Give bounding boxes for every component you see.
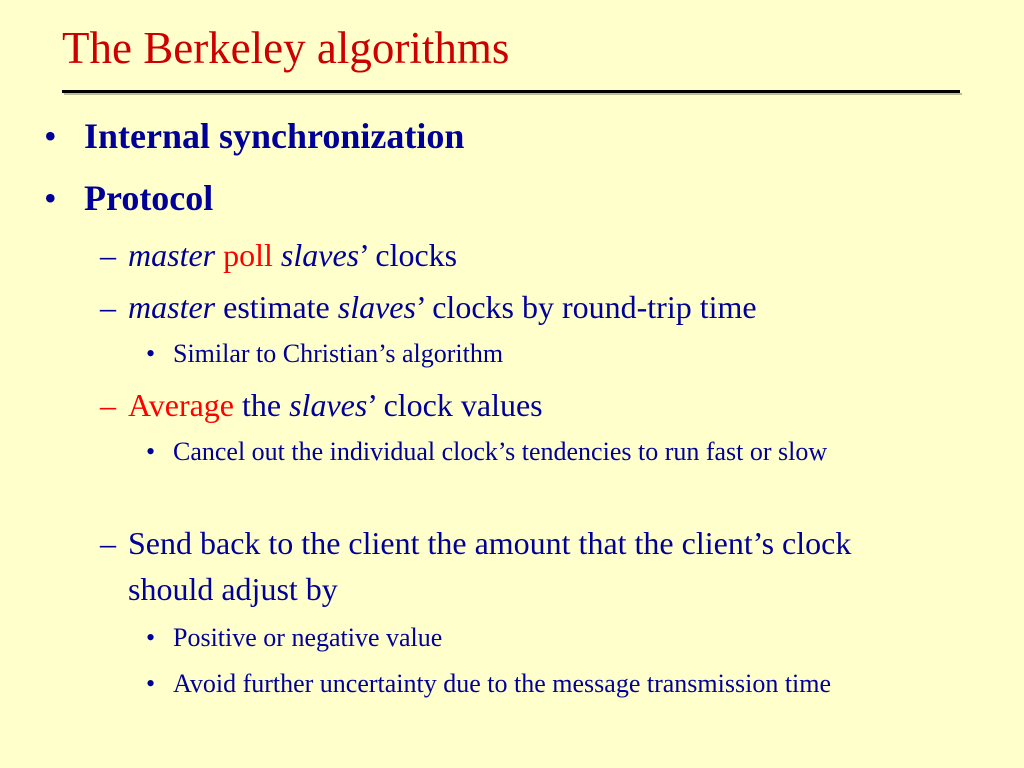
protocol-item-poll (100, 232, 980, 278)
term-slaves: slaves (337, 289, 416, 325)
bullet-text: Internal synchronization (84, 116, 465, 156)
protocol-item-text: Send back to the client the amount that the client’s clock should adjust by (128, 525, 852, 607)
sub-item-cancel-out (146, 432, 976, 472)
protocol-item-text (128, 232, 980, 278)
dash-icon: – (100, 237, 116, 273)
dash-icon: – (100, 387, 116, 423)
sub-item-text: Cancel out the individual clock’s tendencies to run fast or slow (173, 437, 828, 466)
text-round-trip: ’ clocks by round-trip time (415, 289, 757, 325)
protocol-item-estimate (100, 284, 980, 330)
term-master: master (128, 289, 216, 325)
protocol-item-average (100, 382, 980, 428)
bullet-icon: • (44, 116, 57, 156)
bullet-icon: • (146, 437, 156, 466)
slide-title: The Berkeley algorithms (62, 23, 510, 73)
term-master: master (128, 237, 216, 273)
term-slaves: slaves (280, 237, 360, 273)
dash-icon: – (100, 525, 116, 561)
sub-item-text: Avoid further uncertainty due to the message transmission time (173, 669, 832, 698)
sub-item-avoid-uncertainty (146, 664, 976, 704)
bullet-text: Protocol (84, 178, 214, 218)
sub-item-text: Positive or negative value (173, 623, 443, 652)
term-poll: poll (223, 237, 273, 273)
sub-item-text: Similar to Christian’s algorithm (173, 339, 504, 368)
dash-icon: – (100, 289, 116, 325)
text-estimate: estimate (215, 289, 338, 325)
text-clock-values: ’ clock values (367, 387, 543, 423)
protocol-item-text (128, 284, 980, 330)
text-the: the (234, 387, 290, 423)
protocol-item-send-back (100, 520, 940, 612)
term-average: Average (128, 387, 234, 423)
bullet-icon: • (146, 623, 156, 652)
protocol-item-text (128, 382, 980, 428)
text-clocks: ’ clocks (359, 237, 458, 273)
bullet-icon: • (146, 669, 156, 698)
sub-item-christian (146, 334, 976, 374)
sub-item-positive-negative (146, 618, 976, 658)
term-slaves: slaves (289, 387, 368, 423)
bullet-icon: • (44, 178, 57, 218)
title-divider-shadow (64, 93, 962, 95)
bullet-icon: • (146, 339, 156, 368)
